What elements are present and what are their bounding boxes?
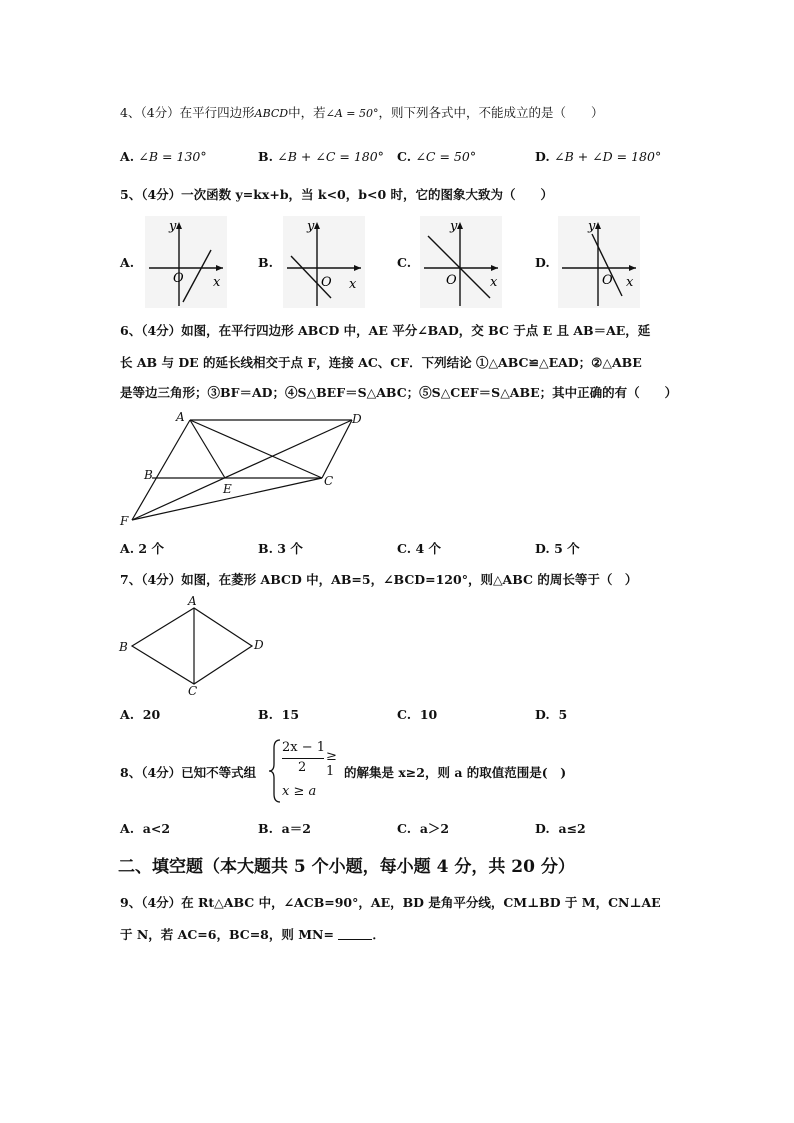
q8-option-d[interactable]: D. a≤2: [535, 821, 586, 836]
q6-label-d: D: [352, 412, 362, 426]
q7-option-c[interactable]: C. 10: [397, 707, 438, 722]
q4-option-a[interactable]: A. ∠B = 130°: [120, 149, 207, 164]
q8-option-b[interactable]: B. a＝2: [258, 821, 311, 836]
q8-stem-b: 的解集是 x≥2，则 a 的取值范围是( ): [344, 765, 567, 780]
svg-text:y: y: [307, 219, 315, 234]
q7-label-c: C: [188, 684, 198, 698]
q6-label-f: F: [120, 514, 129, 528]
q6-label-a: A: [176, 410, 185, 424]
q6-option-a[interactable]: A. 2 个: [120, 541, 164, 556]
q4-option-d[interactable]: D. ∠B + ∠D = 180°: [535, 149, 662, 164]
q8-ge-one: ≥ 1: [326, 749, 337, 779]
q7-stem: 7、（4分）如图，在菱形 ABCD 中，AB=5，∠BCD=120°，则△ABC 的周长等于（ ）: [120, 572, 638, 587]
section-2-title: 二、填空题（本大题共 5 个小题，每小题 4 分，共 20 分）: [118, 857, 575, 877]
q6-option-c[interactable]: C. 4 个: [397, 541, 442, 556]
q6-figure: [110, 408, 370, 533]
q9-stem-line-1: 9、（4分）在 Rt△ABC 中，∠ACB=90°，AE，BD 是角平分线，CM⊥BD 于 M，CN⊥AE: [120, 895, 661, 910]
q5-option-d[interactable]: D.: [535, 255, 550, 270]
q7-figure: [116, 594, 266, 700]
q7-label-d: D: [254, 638, 264, 652]
q6-label-b: B: [144, 468, 153, 482]
q7-option-a[interactable]: A. 20: [120, 707, 161, 722]
q8-fraction-bar: [282, 758, 324, 759]
q6-label-e: E: [223, 482, 232, 496]
svg-text:y: y: [450, 219, 458, 234]
q5-graph-a: [145, 216, 227, 308]
q4-option-c[interactable]: C. ∠C = 50°: [397, 149, 477, 164]
svg-text:x: x: [490, 275, 498, 290]
q8-second-inequality: x ≥ a: [282, 784, 317, 799]
q5-stem: 5、（4分）一次函数 y=kx+b，当 k<0，b<0 时，它的图象大致为（ ）: [120, 187, 554, 202]
q6-stem-line-2: 长 AB 与 DE 的延长线相交于点 F，连接 AC、CF．下列结论 ①△ABC≌△EAD；②△ABE: [120, 355, 642, 370]
q5-option-c[interactable]: C.: [397, 255, 412, 270]
q7-option-d[interactable]: D. 5: [535, 707, 568, 722]
svg-text:O: O: [173, 271, 184, 286]
svg-text:y: y: [588, 219, 596, 234]
q4-option-b[interactable]: B. ∠B + ∠C = 180°: [258, 149, 384, 164]
q6-label-c: C: [324, 474, 334, 488]
q6-option-d[interactable]: D. 5 个: [535, 541, 580, 556]
q5-graph-c: [420, 216, 502, 308]
q6-stem-line-1: 6、（4分）如图，在平行四边形 ABCD 中，AE 平分∠BAD，交 BC 于点 E 且 AB＝AE，延: [120, 323, 651, 338]
svg-text:O: O: [446, 273, 457, 288]
svg-text:x: x: [349, 277, 357, 292]
q4-stem: 4、（4分）在平行四边形ABCD中，若∠A = 50°，则下列各式中，不能成立的是（ ）: [120, 105, 604, 120]
q6-stem-line-3: 是等边三角形；③BF＝AD；④S△BEF＝S△ABC；⑤S△CEF＝S△ABE；其中正确的有（ ）: [120, 385, 678, 400]
q5-option-b[interactable]: B.: [258, 255, 273, 270]
svg-text:x: x: [213, 275, 221, 290]
q6-option-b[interactable]: B. 3 个: [258, 541, 303, 556]
q7-label-a: A: [188, 594, 197, 608]
q7-option-b[interactable]: B. 15: [258, 707, 300, 722]
svg-text:x: x: [626, 275, 634, 290]
q5-option-a[interactable]: A.: [120, 255, 135, 270]
svg-text:y: y: [169, 219, 177, 234]
q8-inequality-system: [268, 738, 348, 804]
q9-answer-blank[interactable]: [338, 927, 372, 940]
q7-label-b: B: [119, 640, 128, 654]
svg-text:O: O: [321, 275, 332, 290]
q8-option-c[interactable]: C. a＞2: [397, 821, 450, 836]
q8-option-a[interactable]: A. a<2: [120, 821, 171, 836]
svg-text:O: O: [602, 273, 613, 288]
q8-denominator: 2: [298, 760, 307, 775]
q5-graph-d: [558, 216, 640, 308]
q8-numerator: 2x − 1: [282, 740, 326, 755]
q8-stem-a: 8、（4分）已知不等式组: [120, 765, 257, 780]
q9-stem-line-2: 于 N，若 AC=6，BC=8，则 MN= ．: [120, 927, 385, 942]
q5-graph-b: [283, 216, 365, 308]
